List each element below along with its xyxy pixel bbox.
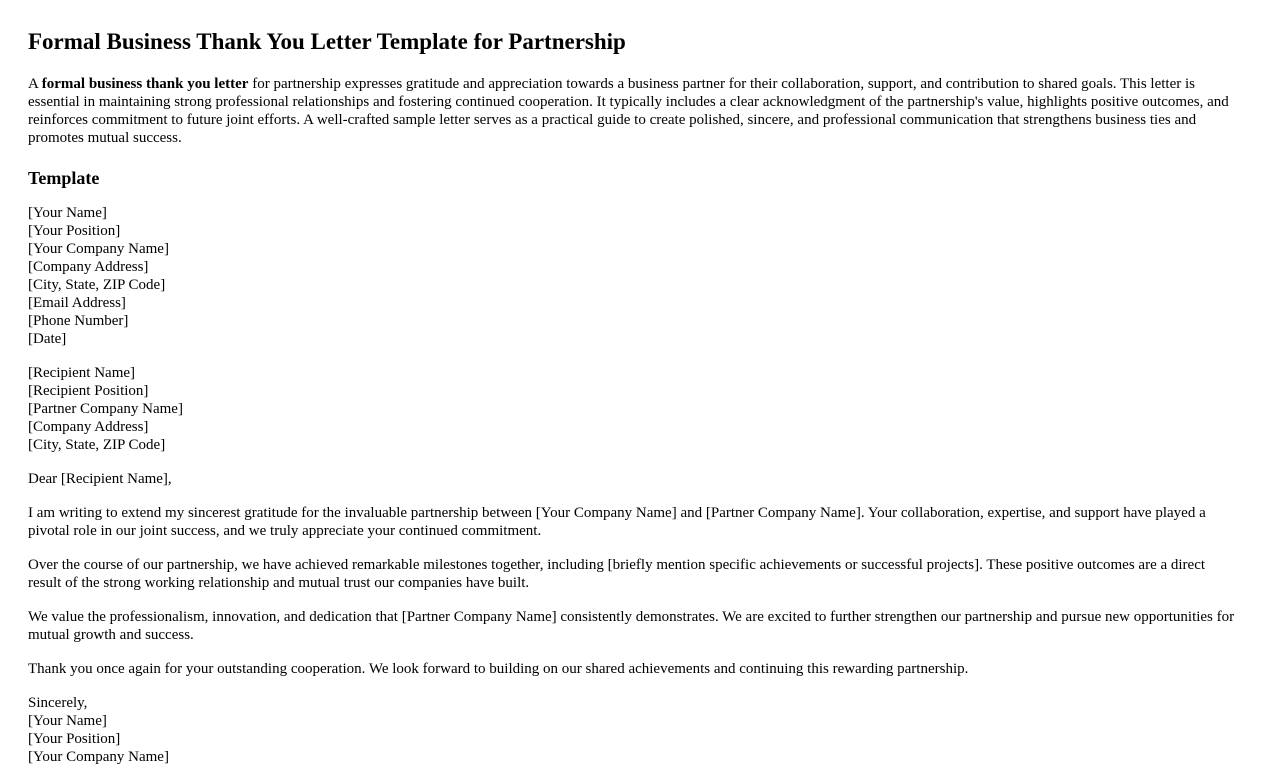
intro-paragraph — [28, 75, 1238, 147]
sender-name: [Your Name] — [28, 205, 107, 221]
recipient-address: [Company Address] — [28, 419, 149, 435]
intro-prefix: A — [28, 76, 42, 92]
recipient-city-state-zip: [City, State, ZIP Code] — [28, 437, 166, 453]
sender-address: [Company Address] — [28, 259, 149, 275]
sender-block — [28, 204, 1238, 348]
sender-email: [Email Address] — [28, 295, 126, 311]
closing-block — [28, 694, 1238, 766]
body-paragraph-1: I am writing to extend my sincerest gratitude for the invaluable partnership between [Your Company Name] and [Partner Company Name]. Your collaboration, expertise, and support have played a pivotal role in our joint success, and we truly appreciate your continued commitment. — [28, 505, 1206, 539]
recipient-name: [Recipient Name] — [28, 365, 136, 381]
sender-company: [Your Company Name] — [28, 241, 169, 257]
salutation: Dear [Recipient Name], — [28, 471, 172, 487]
letter-date: [Date] — [28, 331, 67, 347]
closing-sincerely: Sincerely, — [28, 695, 88, 711]
body-paragraph-3: We value the professionalism, innovation, and dedication that [Partner Company Name] consistently demonstrates. We are excited to further strengthen our partnership and pursue new opportunities for mutual growth and success. — [28, 609, 1235, 643]
closing-company: [Your Company Name] — [28, 749, 169, 765]
page-title: Formal Business Thank You Letter Template for Partnership — [28, 29, 626, 54]
document-page — [28, 0, 1238, 766]
template-heading: Template — [28, 168, 100, 188]
body-paragraph-2: Over the course of our partnership, we have achieved remarkable milestones together, including [briefly mention specific achievements or successful projects]. These positive outcomes are a direct result of the strong working relationship and mutual trust our companies have built. — [28, 557, 1206, 591]
recipient-position: [Recipient Position] — [28, 383, 149, 399]
recipient-company: [Partner Company Name] — [28, 401, 183, 417]
recipient-block — [28, 364, 1238, 454]
body-paragraph-4: Thank you once again for your outstanding cooperation. We look forward to building on our shared achievements and continuing this rewarding partnership. — [28, 661, 969, 677]
closing-position: [Your Position] — [28, 731, 121, 747]
closing-name: [Your Name] — [28, 713, 107, 729]
intro-rest: for partnership expresses gratitude and appreciation towards a business partner for their collaboration, support, and contribution to shared goals. This letter is essential in maintaining strong professional relationships and fostering continued cooperation. It typically includes a clear acknowledgment of the partnership's value, highlights positive outcomes, and reinforces commitment to future joint efforts. A well-crafted sample letter serves as a practical guide to create polished, sincere, and professional communication that strengthens business ties and promotes mutual success. — [28, 76, 1229, 146]
sender-city-state-zip: [City, State, ZIP Code] — [28, 277, 166, 293]
sender-position: [Your Position] — [28, 223, 121, 239]
sender-phone: [Phone Number] — [28, 313, 129, 329]
intro-bold-phrase: formal business thank you letter — [41, 76, 249, 92]
